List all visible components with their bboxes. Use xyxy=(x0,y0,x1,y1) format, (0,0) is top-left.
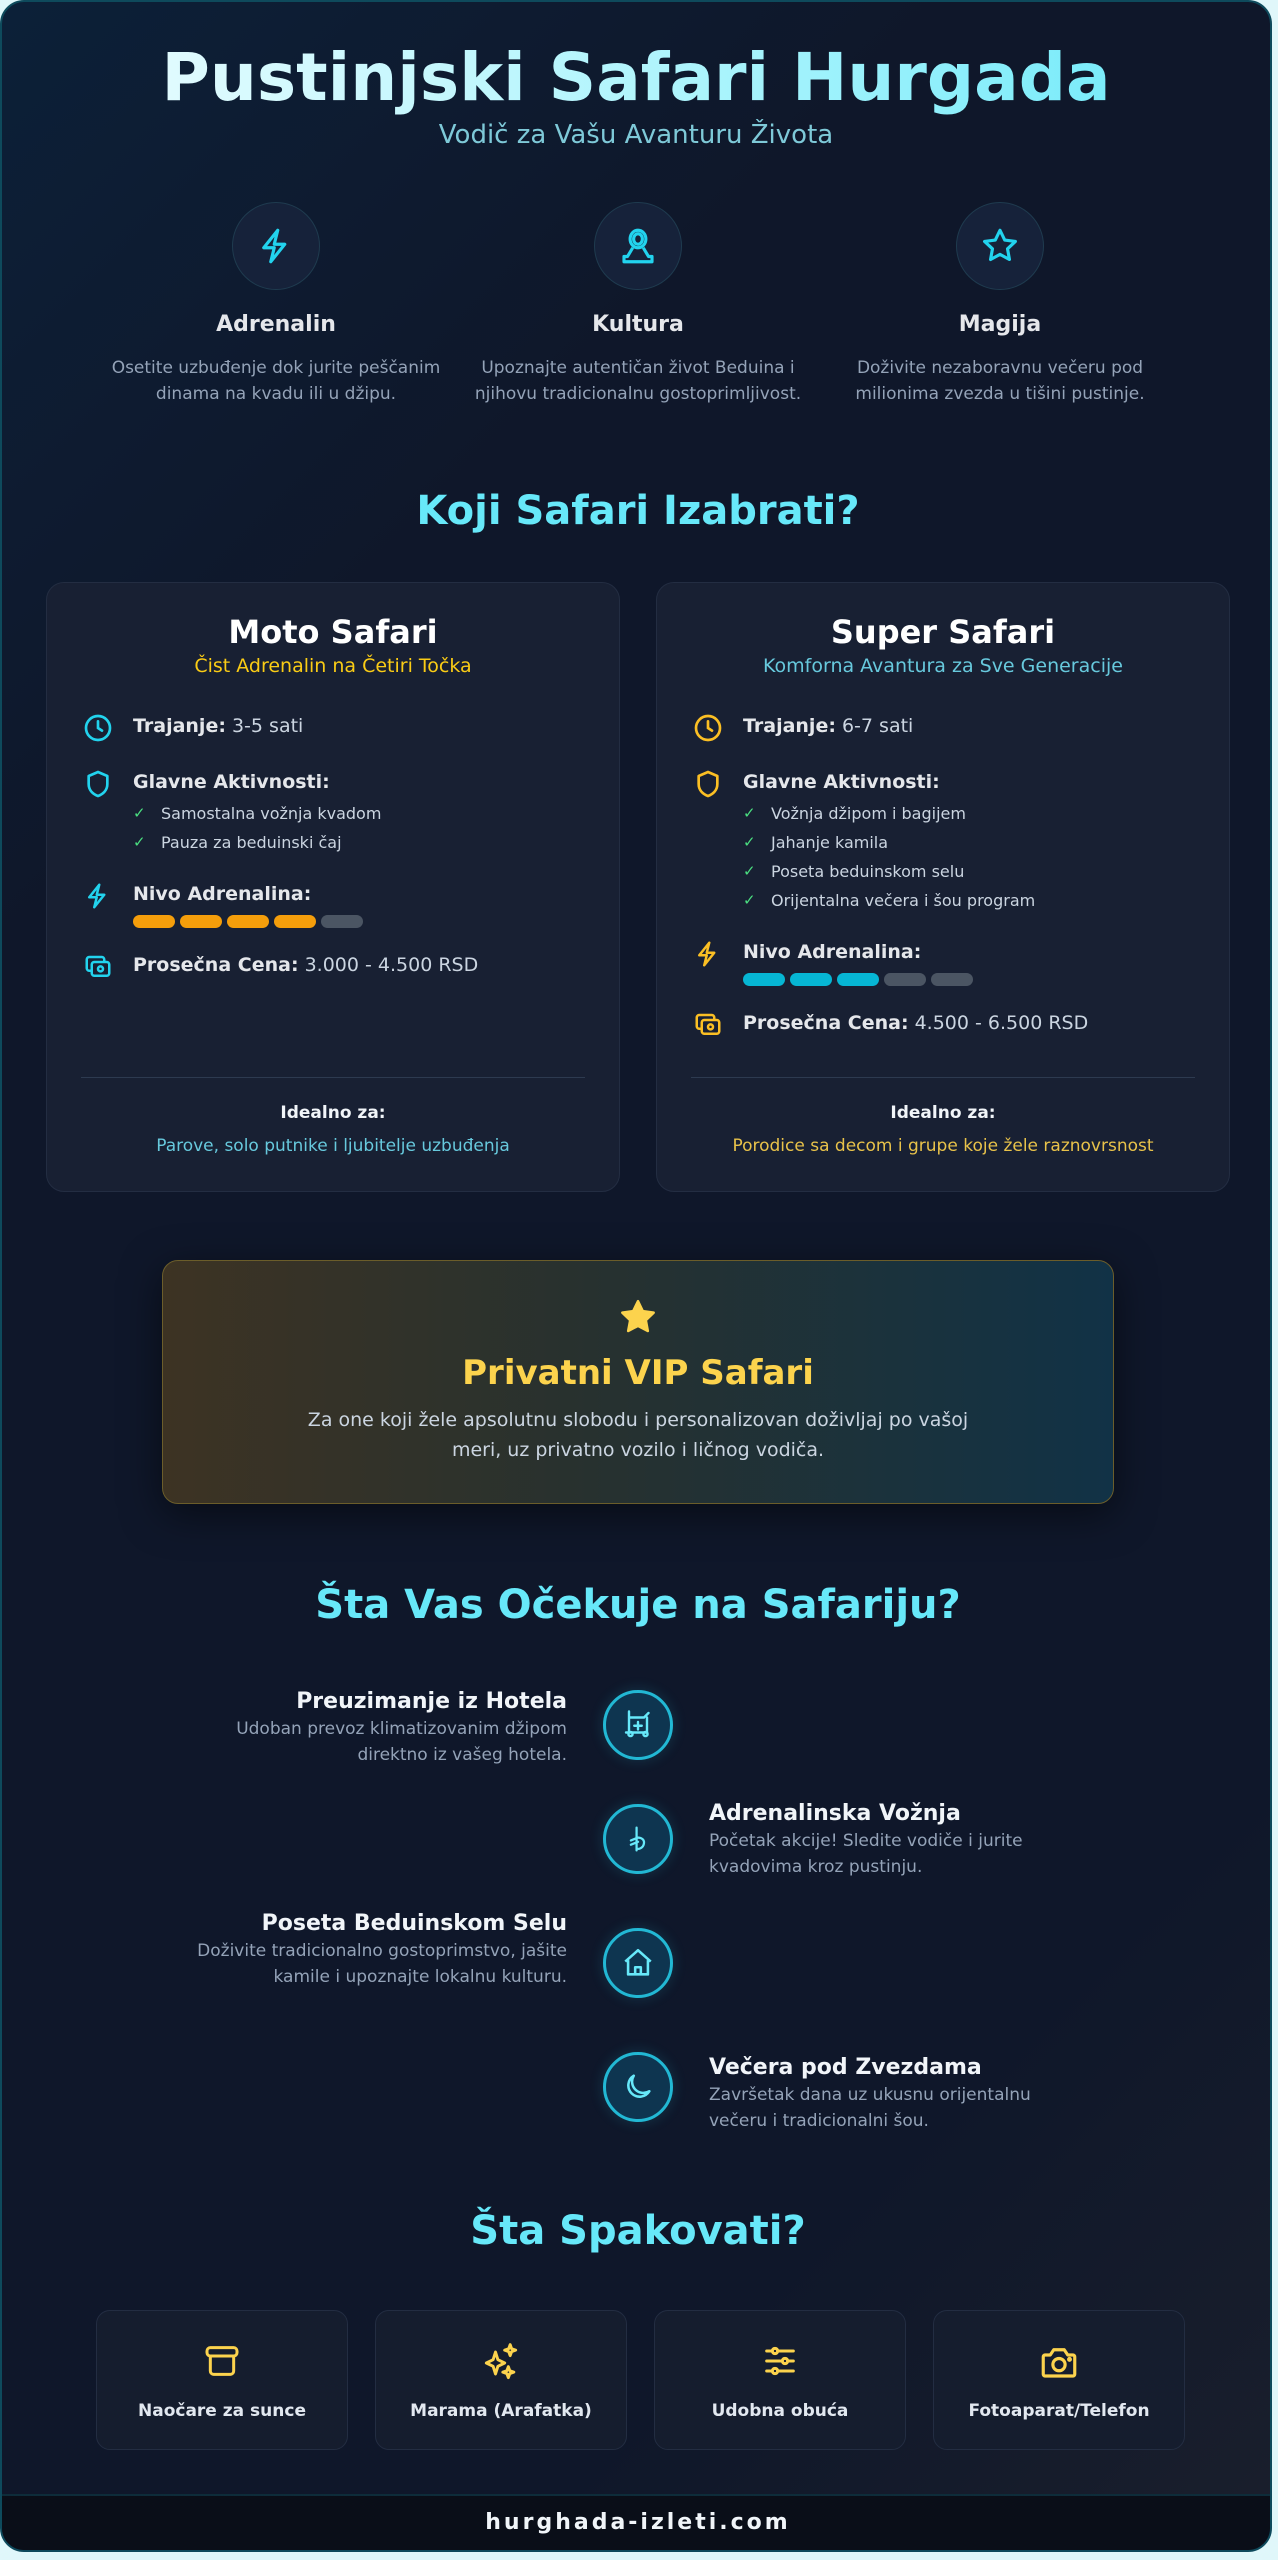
shield-icon xyxy=(691,767,725,801)
user-tent-icon xyxy=(594,202,682,290)
archive-icon xyxy=(97,2341,347,2381)
money-icon xyxy=(81,950,115,984)
adrenaline-label: Nivo Adrenalina: xyxy=(133,883,312,905)
check-icon: ✓ xyxy=(133,833,146,851)
timeline-text: Udoban prevoz klimatizovanim džipom direktno iz vašeg hotela. xyxy=(236,1719,567,1765)
timeline-item xyxy=(2,1688,1272,1778)
header xyxy=(2,2,1270,152)
duration-row xyxy=(691,711,1195,745)
activity-item: ✓ Jahanje kamila xyxy=(743,828,1035,857)
price-row xyxy=(81,950,585,984)
divider xyxy=(81,1077,585,1078)
card-title: Moto Safari xyxy=(228,613,438,651)
activities-row xyxy=(691,767,1195,915)
footer-site-link[interactable]: hurghada-izleti.com xyxy=(485,2510,791,2535)
activities-row xyxy=(81,767,585,857)
packing-item xyxy=(933,2310,1185,2450)
activity-item: ✓ Samostalna vožnja kvadom xyxy=(133,799,381,828)
lightning-icon xyxy=(232,202,320,290)
ideal-text: Parove, solo putnike i ljubitelje uzbuđenja xyxy=(156,1136,510,1156)
adrenaline-label: Nivo Adrenalina: xyxy=(743,941,922,963)
section-title-timeline: Šta Vas Očekuje na Safariju? xyxy=(315,1582,961,1628)
adrenaline-meter xyxy=(743,973,973,986)
duration-value: 6-7 sati xyxy=(841,715,914,737)
packing-item xyxy=(654,2310,906,2450)
timeline-item xyxy=(2,1800,1272,1890)
adrenaline-row xyxy=(81,879,585,928)
feature-text: Doživite nezaboravnu večeru pod milionima zvezda u tišini pustinje. xyxy=(855,358,1145,404)
sliders-icon xyxy=(655,2341,905,2381)
adrenaline-bar-filled xyxy=(180,915,222,928)
shield-icon xyxy=(81,767,115,801)
packing-item xyxy=(375,2310,627,2450)
feature-title: Adrenalin xyxy=(216,312,336,337)
star-filled-icon xyxy=(163,1297,1113,1341)
feature-text: Upoznajte autentičan život Beduina i njihovu tradicionalnu gostoprimljivost. xyxy=(474,358,802,404)
packing-label: Naočare za sunce xyxy=(138,2401,306,2421)
adrenaline-bar-filled xyxy=(274,915,316,928)
card-moto-safari xyxy=(46,582,620,1192)
adrenaline-bar-filled xyxy=(790,973,832,986)
adrenaline-bar-filled xyxy=(227,915,269,928)
timeline-text: Završetak dana uz ukusnu orijentalnu večeru i tradicionalni šou. xyxy=(709,2085,1031,2131)
card-subtitle: Komforna Avantura za Sve Generacije xyxy=(763,655,1123,677)
divider xyxy=(691,1077,1195,1078)
ideal-text: Porodice sa decom i grupe koje žele raznovrsnost xyxy=(732,1136,1154,1156)
timeline-item xyxy=(2,2052,1272,2142)
clock-icon xyxy=(81,711,115,745)
ideal-label: Idealno za: xyxy=(280,1103,386,1123)
adrenaline-bar-empty xyxy=(321,915,363,928)
vip-safari-banner xyxy=(162,1260,1114,1504)
check-icon: ✓ xyxy=(743,862,756,880)
activity-item: ✓ Orijentalna večera i šou program xyxy=(743,886,1035,915)
check-icon: ✓ xyxy=(743,804,756,822)
activity-item: ✓ Vožnja džipom i bagijem xyxy=(743,799,1035,828)
clock-icon xyxy=(691,711,725,745)
price-label: Prosečna Cena: xyxy=(133,954,299,976)
duration-label: Trajanje: xyxy=(743,715,836,737)
price-row xyxy=(691,1008,1195,1042)
lightning-icon xyxy=(81,879,115,913)
card-title: Super Safari xyxy=(830,613,1056,651)
duration-value: 3-5 sati xyxy=(231,715,304,737)
vip-text: Za one koji žele apsolutnu slobodu i personalizovan doživljaj po vašoj meri, uz privatno vozilo i ličnog vodiča. xyxy=(307,1409,969,1461)
timeline-title: Adrenalinska Vožnja xyxy=(709,1801,961,1826)
timeline-title: Poseta Beduinskom Selu xyxy=(261,1911,567,1936)
star-icon xyxy=(956,202,1044,290)
price-value: 3.000 - 4.500 RSD xyxy=(304,954,479,976)
money-icon xyxy=(691,1008,725,1042)
section-title-packing: Šta Spakovati? xyxy=(470,2208,806,2254)
card-super-safari xyxy=(656,582,1230,1192)
feature-title: Magija xyxy=(958,312,1042,337)
activities-label: Glavne Aktivnosti: xyxy=(133,771,330,793)
packing-label: Fotoaparat/Telefon xyxy=(968,2401,1150,2421)
packing-label: Marama (Arafatka) xyxy=(410,2401,592,2421)
packing-list xyxy=(96,2310,1185,2450)
timeline-text: Doživite tradicionalno gostoprimstvo, jašite kamile i upoznajte lokalnu kulturu. xyxy=(197,1941,567,1987)
camera-icon xyxy=(934,2341,1184,2381)
feature-adrenalin xyxy=(95,202,457,407)
section-title-choose: Koji Safari Izabrati? xyxy=(416,488,860,534)
vehicle-icon xyxy=(603,1690,673,1760)
price-label: Prosečna Cena: xyxy=(743,1012,909,1034)
sparkles-icon xyxy=(376,2341,626,2381)
footer xyxy=(2,2494,1272,2550)
feature-magija xyxy=(819,202,1181,407)
steering-icon xyxy=(603,1804,673,1874)
adrenaline-meter xyxy=(133,915,363,928)
check-icon: ✓ xyxy=(743,891,756,909)
adrenaline-bar-filled xyxy=(133,915,175,928)
page-subtitle: Vodič za Vašu Avanturu Života xyxy=(438,120,834,150)
vip-title: Privatni VIP Safari xyxy=(462,1353,814,1393)
home-icon xyxy=(603,1928,673,1998)
feature-title: Kultura xyxy=(592,312,684,337)
adrenaline-bar-empty xyxy=(931,973,973,986)
moon-icon xyxy=(603,2052,673,2122)
price-value: 4.500 - 6.500 RSD xyxy=(914,1012,1089,1034)
lightning-icon xyxy=(691,937,725,971)
timeline-title: Večera pod Zvezdama xyxy=(709,2055,982,2080)
adrenaline-bar-empty xyxy=(884,973,926,986)
packing-label: Udobna obuća xyxy=(711,2401,849,2421)
card-subtitle: Čist Adrenalin na Četiri Točka xyxy=(194,655,472,677)
activity-item: ✓ Pauza za beduinski čaj xyxy=(133,828,381,857)
timeline-item xyxy=(2,1910,1272,2000)
features-row xyxy=(2,202,1272,407)
timeline-title: Preuzimanje iz Hotela xyxy=(296,1689,567,1714)
activities-label: Glavne Aktivnosti: xyxy=(743,771,940,793)
adrenaline-row xyxy=(691,937,1195,986)
activity-item: ✓ Poseta beduinskom selu xyxy=(743,857,1035,886)
adrenaline-bar-filled xyxy=(743,973,785,986)
feature-text: Osetite uzbuđenje dok jurite peščanim dinama na kvadu ili u džipu. xyxy=(111,358,441,404)
feature-kultura xyxy=(457,202,819,407)
ideal-label: Idealno za: xyxy=(890,1103,996,1123)
check-icon: ✓ xyxy=(133,804,146,822)
adrenaline-bar-filled xyxy=(837,973,879,986)
packing-item xyxy=(96,2310,348,2450)
duration-label: Trajanje: xyxy=(133,715,226,737)
timeline-text: Početak akcije! Sledite vodiče i jurite kvadovima kroz pustinju. xyxy=(709,1831,1023,1877)
page-title: Pustinjski Safari Hurgada xyxy=(2,38,1270,118)
check-icon: ✓ xyxy=(743,833,756,851)
duration-row xyxy=(81,711,585,745)
